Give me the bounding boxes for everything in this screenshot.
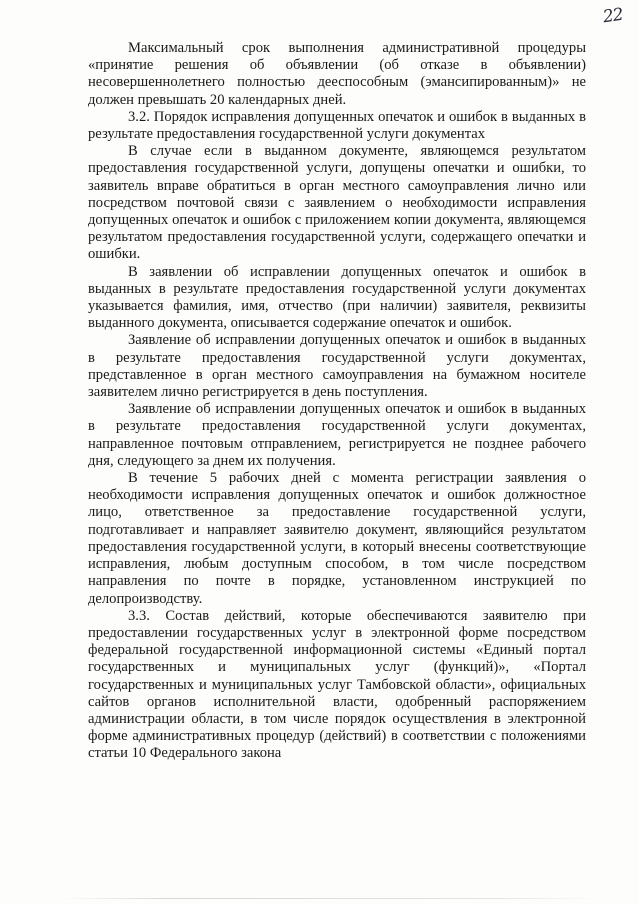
paragraph-application-contents: В заявлении об исправлении допущенных опечаток и ошибок в выданных в результате предоставления государственной услуги документах указывается фамилия, имя, отчество (при наличии) заявителя, реквизиты выданного документа, описывается содержание опечаток и ошибок. <box>88 263 586 332</box>
paragraph-correction-deadline: В течение 5 рабочих дней с момента регистрации заявления о необходимости исправления допущенных опечаток и ошибок должностное лицо, ответственное за предоставление государственной услуги, подготавливает и направляет заявителю документ, являющийся результатом предоставления государственной услуги, в который внесены соответствующие исправления, любым доступным способом, в том числе посредством направления по почте в порядке, установленном инструкцией по делопроизводству. <box>88 470 586 607</box>
paragraph-postal-registration: Заявление об исправлении допущенных опечаток и ошибок в выданных в результате предоставления государственной услуги документах, направленное почтовым отправлением, регистрируется не позднее рабочего дня, следующего за днем их получения. <box>88 401 586 469</box>
paragraph-deadline: Максимальный срок выполнения административной процедуры «принятие решения об объявлении (об отказе в объявлении) несовершеннолетнего полностью дееспособным (эмансипированным)» не должен превышать 20 календарных дней. <box>88 40 586 108</box>
section-heading-3-3: 3.3. Состав действий, которые обеспечиваются заявителю при предоставлении государственных услуг в электронной форме посредством федеральной государственной информационной системы «Единый портал государственных и муниципальных услуг (функций)», «Портал государственных и муниципальных услуг Тамбовской области», официальных сайтов органов исполнительной власти, одобренный распоряжением администрации области, в том числе порядок осуществления в электронной форме административных процедур (действий) в соответствии с положениями статьи 10 Федерального закона <box>88 607 586 762</box>
page-number: 22 <box>602 4 625 28</box>
section-heading-3-2: 3.2. Порядок исправления допущенных опечаток и ошибок в выданных в результате предоставления государственной услуги документах <box>88 108 586 143</box>
paragraph-typo-correction-right: В случае если в выданном документе, являющемся результатом предоставления государственной услуги, допущены опечатки и ошибки, то заявитель вправе обратиться в орган местного самоуправления лично или посредством почтовой связи с заявлением о необходимости исправления допущенных опечаток и ошибок с приложением копии документа, являющемся результатом предоставления государственной услуги, содержащего опечатки и ошибки. <box>88 143 586 263</box>
scan-bottom-edge <box>60 898 599 899</box>
paragraph-paper-registration: Заявление об исправлении допущенных опечаток и ошибок в выданных в результате предоставления государственной услуги документах, представленное в орган местного самоуправления на бумажном носителе заявителем лично регистрируется в день поступления. <box>88 332 586 401</box>
document-body <box>88 40 586 763</box>
